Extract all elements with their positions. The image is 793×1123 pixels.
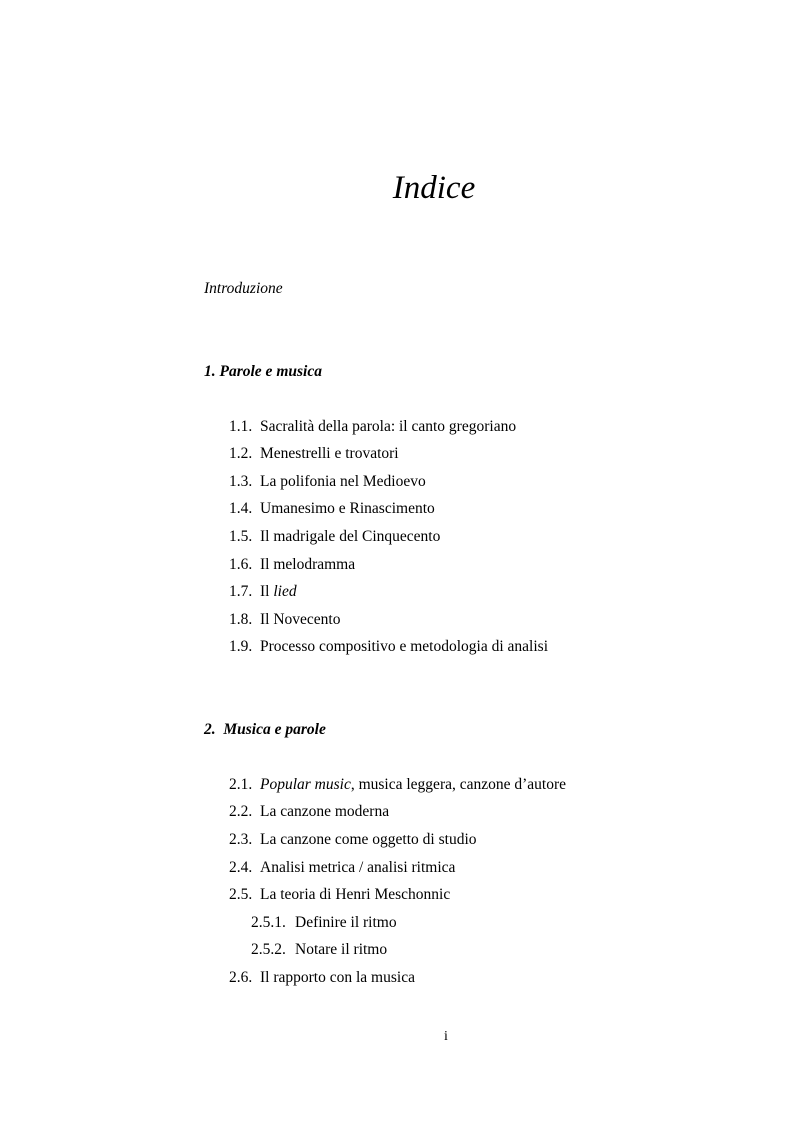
toc-entry	[229, 472, 426, 492]
page-number: i	[444, 1029, 448, 1044]
toc-entry-text: Notare il ritmo	[295, 941, 388, 958]
toc-entry	[229, 555, 355, 575]
toc-entry-text: Processo compositivo e metodologia di analisi	[260, 638, 548, 655]
toc-entry-text: Il madrigale del Cinquecento	[260, 528, 441, 545]
toc-entry	[229, 610, 340, 630]
toc-entry-number: 1.1.	[229, 418, 253, 435]
toc-entry-text: La teoria di Henri Meschonnic	[260, 886, 451, 903]
toc-entry-number: 1.7.	[229, 583, 253, 600]
toc-entry-number: 2.2.	[229, 803, 253, 820]
toc-entry-number: 2.6.	[229, 969, 253, 986]
toc-entry	[229, 830, 477, 850]
toc-entry-text: Sacralità della parola: il canto gregoriano	[260, 418, 517, 435]
toc-entry-number: 2.3.	[229, 831, 253, 848]
toc-entry-number: 1.8.	[229, 611, 253, 628]
page-title: Indice	[392, 170, 476, 206]
toc-entry-text: Menestrelli e trovatori	[260, 445, 399, 462]
toc-entry-text-suffix: , musica leggera, canzone d’autore	[350, 776, 567, 793]
toc-entry-number: 1.3.	[229, 473, 253, 490]
toc-entry	[229, 968, 415, 988]
toc-entry-text-prefix: Il	[260, 583, 274, 600]
toc-entry	[229, 775, 566, 795]
toc-entry-text: Definire il ritmo	[295, 914, 397, 931]
toc-entry-number: 2.5.	[229, 886, 253, 903]
toc-entry-number: 1.6.	[229, 556, 253, 573]
toc-subentry	[251, 913, 397, 933]
toc-entry-number: 1.9.	[229, 638, 253, 655]
toc-entry	[229, 582, 297, 602]
toc-entry	[229, 802, 389, 822]
toc-entry-text: La polifonia nel Medioevo	[260, 473, 426, 490]
toc-entry-text: Il Novecento	[260, 611, 341, 628]
toc-entry-text: Analisi metrica / analisi ritmica	[260, 859, 456, 876]
toc-entry-number: 2.4.	[229, 859, 253, 876]
toc-entry-number: 2.5.2.	[251, 941, 286, 958]
toc-entry-text: Umanesimo e Rinascimento	[260, 500, 435, 517]
toc-entry-text: La canzone moderna	[260, 803, 390, 820]
toc-entry-number: 1.5.	[229, 528, 253, 545]
toc-entry-text: La canzone come oggetto di studio	[260, 831, 477, 848]
chapter-2-heading: 2. Musica e parole	[204, 721, 326, 738]
toc-entry-number: 2.1.	[229, 776, 253, 793]
toc-entry-number: 1.4.	[229, 500, 253, 517]
toc-entry-text: Il rapporto con la musica	[260, 969, 415, 986]
toc-entry-text-italic: Popular music	[260, 776, 351, 793]
toc-entry	[229, 885, 450, 905]
toc-entry-number: 1.2.	[229, 445, 253, 462]
toc-entry-text: Il melodramma	[260, 556, 356, 573]
toc-subentry	[251, 940, 387, 960]
toc-entry	[229, 637, 548, 657]
toc-entry	[229, 499, 435, 519]
toc-entry	[229, 858, 455, 878]
toc-entry-number: 2.5.1.	[251, 914, 286, 931]
toc-entry-introduzione: Introduzione	[204, 280, 283, 297]
toc-entry	[229, 417, 516, 437]
toc-entry	[229, 527, 440, 547]
toc-entry	[229, 444, 399, 464]
chapter-1-heading: 1. Parole e musica	[204, 363, 322, 380]
toc-entry-text-italic: lied	[273, 583, 297, 600]
